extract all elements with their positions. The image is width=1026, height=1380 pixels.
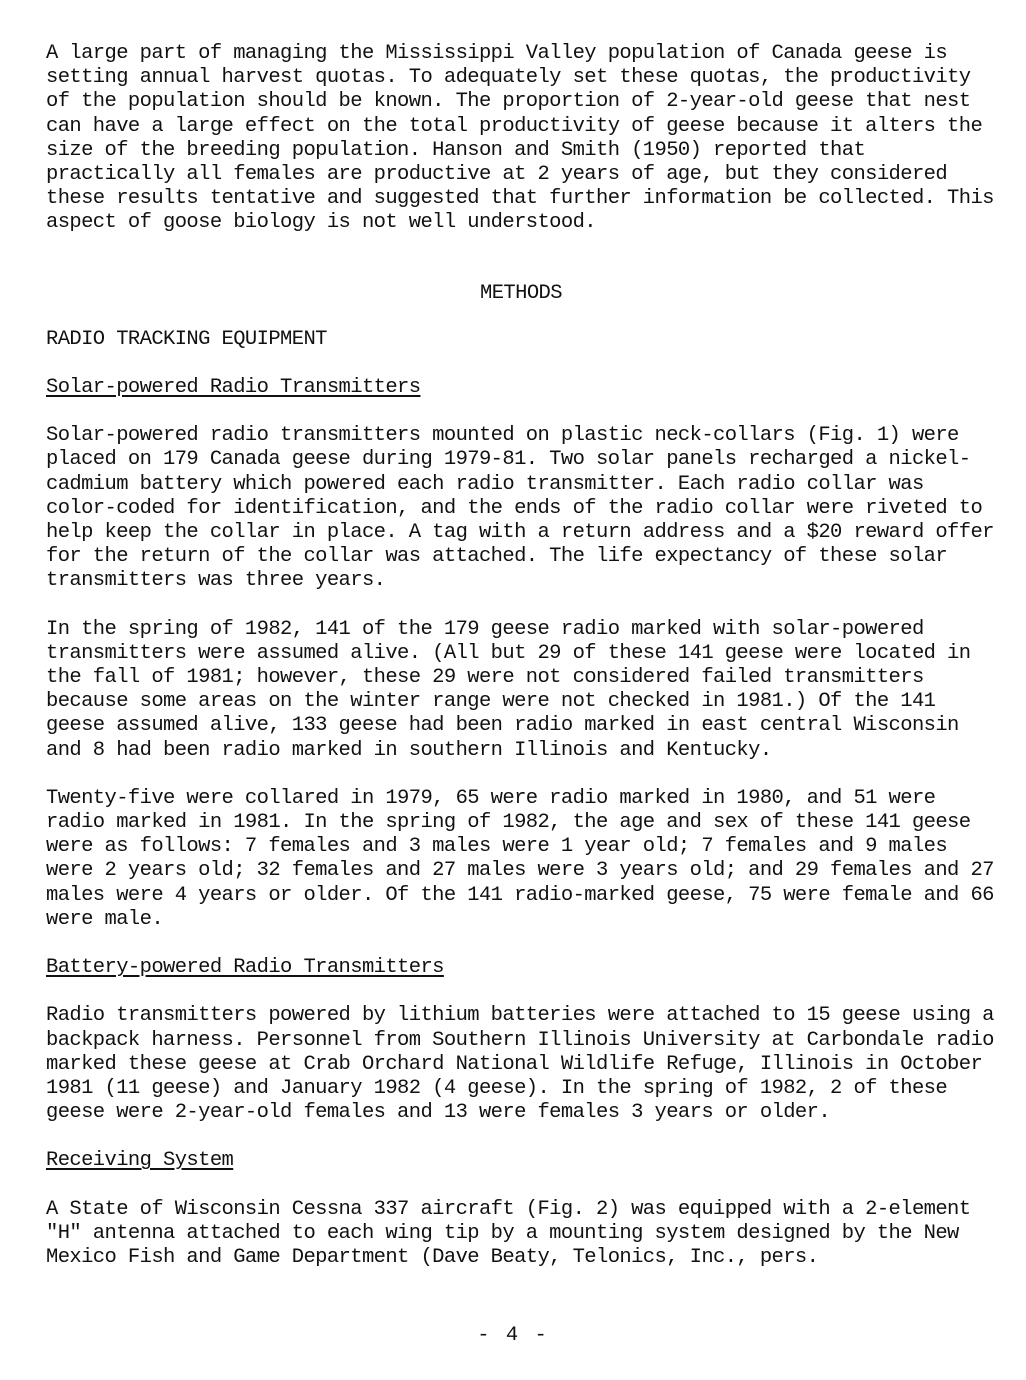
heading-radio-tracking-equipment: RADIO TRACKING EQUIPMENT	[46, 327, 327, 351]
battery-paragraph-1: Radio transmitters powered by lithium batteries were attached to 15 geese using a backpack harness. Personnel from Southern Illinois University at Carbondale radio marked these geese at Crab Orchard National Wildlife Refuge, Illinois in October 1981 (11 geese) and January 1982 (4 geese). In the spring of 1982, 2 of these geese were 2-year-old females and 13 were females 3 years or older.	[46, 1004, 1006, 1125]
solar-paragraph-3: Twenty-five were collared in 1979, 65 were radio marked in 1980, and 51 were radio marked in 1981. In the spring of 1982, the age and sex of these 141 geese were as follows: 7 females and 3 males were 1 year old; 7 females and 9 males were 2 years old; 32 females and 27 males were 3 years old; and 29 females and 27 males were 4 years or older. Of the 141 radio-marked geese, 75 were female and 66 were male.	[46, 786, 1006, 931]
document-page	[46, 42, 1006, 1294]
subheading-battery-transmitters: Battery-powered Radio Transmitters	[46, 956, 444, 980]
section-title-methods: METHODS	[480, 281, 562, 305]
page-number: - 4 -	[477, 1324, 549, 1347]
solar-paragraph-1: Solar-powered radio transmitters mounted on plastic neck-collars (Fig. 1) were placed on 179 Canada geese during 1979-81. Two solar panels recharged a nickel-cadmium battery which powered each radio transmitter. Each radio collar was color-coded for identification, and the ends of the radio collar were riveted to help keep the collar in place. A tag with a return address and a $20 reward offer for the return of the collar was attached. The life expectancy of these solar transmitters was three years.	[46, 424, 1006, 593]
subheading-receiving-system: Receiving System	[46, 1149, 234, 1173]
solar-paragraph-2: In the spring of 1982, 141 of the 179 geese radio marked with solar-powered transmitters were assumed alive. (All but 29 of these 141 geese were located in the fall of 1981; however, these 29 were not considered failed transmitters because some areas on the winter range were not checked in 1981.) Of the 141 geese assumed alive, 133 geese had been radio marked in east central Wisconsin and 8 had been radio marked in southern Illinois and Kentucky.	[46, 617, 983, 762]
intro-paragraph: A large part of managing the Mississippi Valley population of Canada geese is setting annual harvest quotas. To adequately set these quotas, the productivity of the population should be known. The proportion of 2-year-old geese that nest can have a large effect on the total productivity of geese because it alters the size of the breeding population. Hanson and Smith (1950) reported that practically all females are productive at 2 years of age, but they considered these results tentative and suggested that further information be collected. This aspect of goose biology is not well understood.	[46, 42, 1006, 235]
subheading-solar-transmitters: Solar-powered Radio Transmitters	[46, 376, 421, 400]
receiving-paragraph-1: A State of Wisconsin Cessna 337 aircraft (Fig. 2) was equipped with a 2-element "H" antenna attached to each wing tip by a mounting system designed by the New Mexico Fish and Game Department (Dave Beaty, Telonics, Inc., pers.	[46, 1197, 983, 1269]
